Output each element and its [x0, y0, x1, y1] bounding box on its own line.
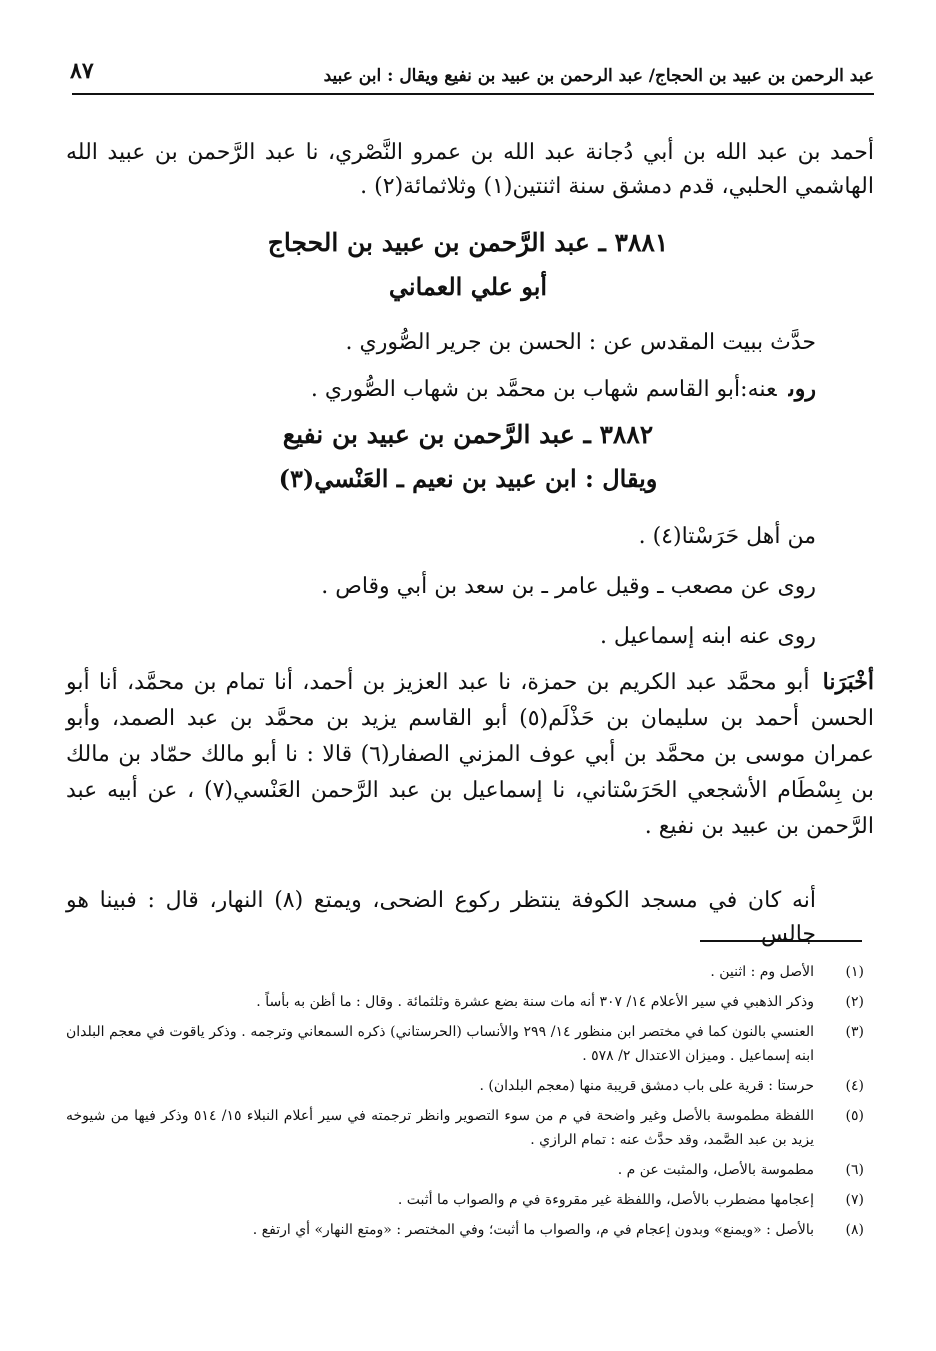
footnote	[66, 1158, 864, 1182]
entry-3881-line1: حدَّث ببيت المقدس عن : الحسن بن جرير الصُّوري .	[345, 330, 816, 355]
footnote-number: (٦)	[845, 1162, 864, 1178]
footnote-number: (٤)	[845, 1078, 864, 1094]
entry-3881-line2	[66, 372, 816, 407]
footnote-text: العنسي بالنون كما في مختصر ابن منظور ١٤/ ٢٩٩ والأنساب (الحرستاني) ذكره السمعاني وترجمه . وذكر ياقوت في معجم البلدان ابنه إسماعيل . وميزان الاعتدال ٢/ ٥٧٨ .	[66, 1024, 815, 1064]
footnote	[66, 990, 864, 1014]
isnad-paragraph	[66, 664, 874, 845]
footnote-number: (٣)	[845, 1024, 864, 1040]
last-paragraph: أنه كان في مسجد الكوفة ينتظر ركوع الضحى، ويمتع (٨) النهار، قال : فبينا هو جالس	[66, 888, 816, 947]
entry-3881-subtitle: أبو علي العماني	[388, 272, 548, 301]
footnote-number: (٥)	[845, 1108, 864, 1124]
entry-3881-title: ٣٨٨١ ـ عبد الرَّحمن بن عبيد بن الحجاج	[267, 228, 669, 257]
footnote-rule	[700, 940, 862, 942]
riwa-label: روى	[788, 376, 816, 402]
running-title: عبد الرحمن بن عبيد بن الحجاج/ عبد الرحمن بن عبيد بن نفيع ويقال : ابن عبيد	[323, 66, 874, 86]
riwa-text: عنه:أبو القاسم شهاب بن محمَّد بن شهاب الصُّوري .	[310, 377, 777, 402]
footnote-text: اللفظة مطموسة بالأصل وغير واضحة في م من سوء التصوير وانظر ترجمته في سير أعلام النبلاء ١٥/ ٥١٤ وذكر فيها من شيوخه يزيد بن عبد الصَّمد، وقد حدَّث عنه : تمام الرازي .	[66, 1108, 815, 1148]
entry-3882-title: ٣٨٨٢ ـ عبد الرَّحمن بن عبيد بن نفيع	[282, 420, 654, 449]
footnote-text: حرستا : قرية على باب دمشق قريبة منها (معجم البلدان) .	[479, 1078, 814, 1094]
entry-3882-subtitle: ويقال : ابن عبيد بن نعيم ـ العَنْسي(٣)	[278, 464, 658, 493]
intro-paragraph: أحمد بن عبد الله بن أبي دُجانة عبد الله بن عمرو النَّصْري، نا عبد الرَّحمن بن عبيد الله الهاشمي الحلبي، قدم دمشق سنة اثنتين(١) وثلاثمائة(٢) .	[66, 140, 874, 199]
footnote	[66, 1104, 864, 1152]
footnote	[66, 1218, 864, 1242]
entry-3882-line3: روى عنه ابنه إسماعيل .	[599, 624, 816, 649]
page-number: ٨٧	[70, 58, 94, 84]
footnote	[66, 960, 864, 984]
footnote	[66, 1074, 864, 1098]
footnote-text: الأصل وم : اثنين .	[710, 964, 814, 980]
footnote-text: بالأصل : «ويمنع» وبدون إعجام في م، والصواب ما أثبت؛ وفي المختصر : «ومتع النهار» أي ارتفع .	[252, 1222, 814, 1238]
footnote-text: مطموسة بالأصل، والمثبت عن م .	[617, 1162, 814, 1178]
footnote-number: (١)	[845, 964, 864, 980]
footnote-number: (٧)	[845, 1192, 864, 1208]
footnote	[66, 1188, 864, 1212]
footnote	[66, 1020, 864, 1068]
header-rule	[72, 93, 874, 95]
footnotes	[66, 960, 864, 1248]
entry-3882-line2: روى عن مصعب ـ وقيل عامر ـ بن سعد بن أبي وقاص .	[321, 574, 816, 599]
footnote-number: (٨)	[845, 1222, 864, 1238]
isnad-text: أبو محمَّد عبد الكريم بن حمزة، نا عبد العزيز بن أحمد، أنا تمام بن محمَّد، أنا أبو الحسن أحمد بن سليمان بن حَذْلَم(٥) أبو القاسم يزيد بن محمَّد بن عبد الصمد، وأبو عمران موسى بن محمَّد بن أبي عوف المزني الصفار(٦) قالا : نا أبو مالك حمّاد بن مالك بن بِسْطَام الأشجعي الحَرَسْتاني، نا إسماعيل بن عبد الرَّحمن العَنْسي(٧) ، عن أبيه عبد الرَّحمن بن عبيد بن نفيع .	[66, 670, 874, 839]
entry-3882-line1: من أهل حَرَسْتا(٤) .	[638, 524, 816, 549]
akhbarana-label: أخْبَرَنا	[822, 669, 874, 695]
running-header	[70, 56, 874, 90]
footnote-number: (٢)	[845, 994, 864, 1010]
footnote-text: وذكر الذهبي في سير الأعلام ١٤/ ٣٠٧ أنه مات سنة بضع عشرة وثلثمائة . وقال : ما أظن به بأساً .	[256, 994, 814, 1010]
footnote-text: إعجامها مضطرب بالأصل، واللفظة غير مقروءة في م والصواب ما أثبت .	[397, 1192, 814, 1208]
